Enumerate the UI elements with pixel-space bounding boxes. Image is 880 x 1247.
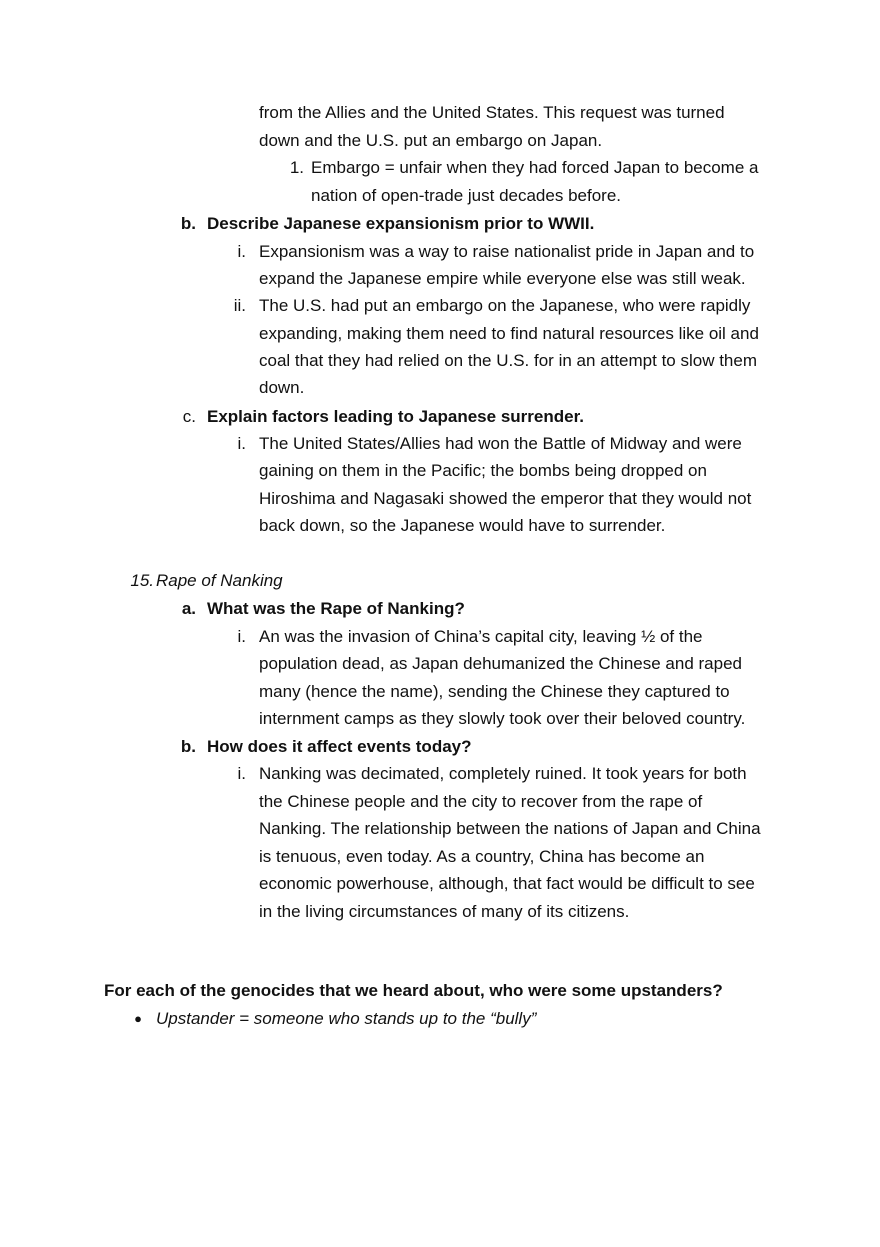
definition-text: Upstander = someone who stands up to the “bully” bbox=[156, 1009, 537, 1028]
answer-line: Hiroshima and Nagasaki showed the emperor that they would not bbox=[259, 489, 752, 508]
question-heading: How does it affect events today? bbox=[207, 737, 472, 756]
answer-line: many (hence the name), sending the Chinese they captured to bbox=[259, 682, 730, 701]
answer-line: the Chinese people and the city to recover from the rape of bbox=[259, 792, 703, 811]
section-number: 15. bbox=[130, 571, 154, 590]
list-item-line: nation of open-trade just decades before. bbox=[311, 186, 621, 205]
list-marker: ii. bbox=[233, 296, 246, 315]
bullet-icon: ● bbox=[134, 1011, 142, 1026]
answer-line: The U.S. had put an embargo on the Japanese, who were rapidly bbox=[259, 296, 751, 315]
question-heading: Describe Japanese expansionism prior to WWII. bbox=[207, 214, 595, 233]
list-marker: i. bbox=[237, 242, 246, 261]
question-marker: b. bbox=[180, 737, 196, 756]
answer-line: is tenuous, even today. As a country, China has become an bbox=[259, 847, 705, 866]
section-title: Rape of Nanking bbox=[156, 571, 283, 590]
question-marker: a. bbox=[181, 599, 196, 618]
question-marker: b. bbox=[180, 214, 196, 233]
list-item-line: Embargo = unfair when they had forced Japan to become a bbox=[311, 158, 759, 177]
answer-line: internment camps as they slowly took over their beloved country. bbox=[259, 709, 746, 728]
answer-line: down. bbox=[259, 378, 305, 397]
answer-line: Nanking was decimated, completely ruined. It took years for both bbox=[259, 764, 747, 783]
question-marker: c. bbox=[182, 407, 196, 426]
answer-line: The United States/Allies had won the Battle of Midway and were bbox=[259, 434, 742, 453]
answer-line: gaining on them in the Pacific; the bombs being dropped on bbox=[259, 461, 707, 480]
question-heading: What was the Rape of Nanking? bbox=[207, 599, 465, 618]
list-marker: i. bbox=[237, 627, 246, 646]
answer-line: Expansionism was a way to raise nationalist pride in Japan and to bbox=[259, 242, 755, 261]
question-heading: Explain factors leading to Japanese surrender. bbox=[207, 407, 584, 426]
answer-line: back down, so the Japanese would have to surrender. bbox=[259, 516, 666, 535]
answer-line: An was the invasion of China’s capital city, leaving ½ of the bbox=[259, 627, 703, 646]
answer-line: economic powerhouse, although, that fact would be difficult to see bbox=[259, 874, 755, 893]
list-marker: i. bbox=[237, 764, 246, 783]
section-heading: For each of the genocides that we heard about, who were some upstanders? bbox=[104, 981, 723, 1000]
answer-line: coal that they had relied on the U.S. for in an attempt to slow them bbox=[259, 351, 757, 370]
answer-line: Nanking. The relationship between the nations of Japan and China bbox=[259, 819, 761, 838]
list-marker: i. bbox=[237, 434, 246, 453]
answer-line: expanding, making them need to find natural resources like oil and bbox=[259, 324, 759, 343]
answer-line: expand the Japanese empire while everyone else was still weak. bbox=[259, 269, 746, 288]
continuation-line: down and the U.S. put an embargo on Japan. bbox=[259, 131, 603, 150]
list-marker: 1. bbox=[289, 158, 304, 177]
continuation-line: from the Allies and the United States. This request was turned bbox=[259, 103, 725, 122]
answer-line: population dead, as Japan dehumanized the Chinese and raped bbox=[259, 654, 742, 673]
answer-line: in the living circumstances of many of its citizens. bbox=[259, 902, 630, 921]
